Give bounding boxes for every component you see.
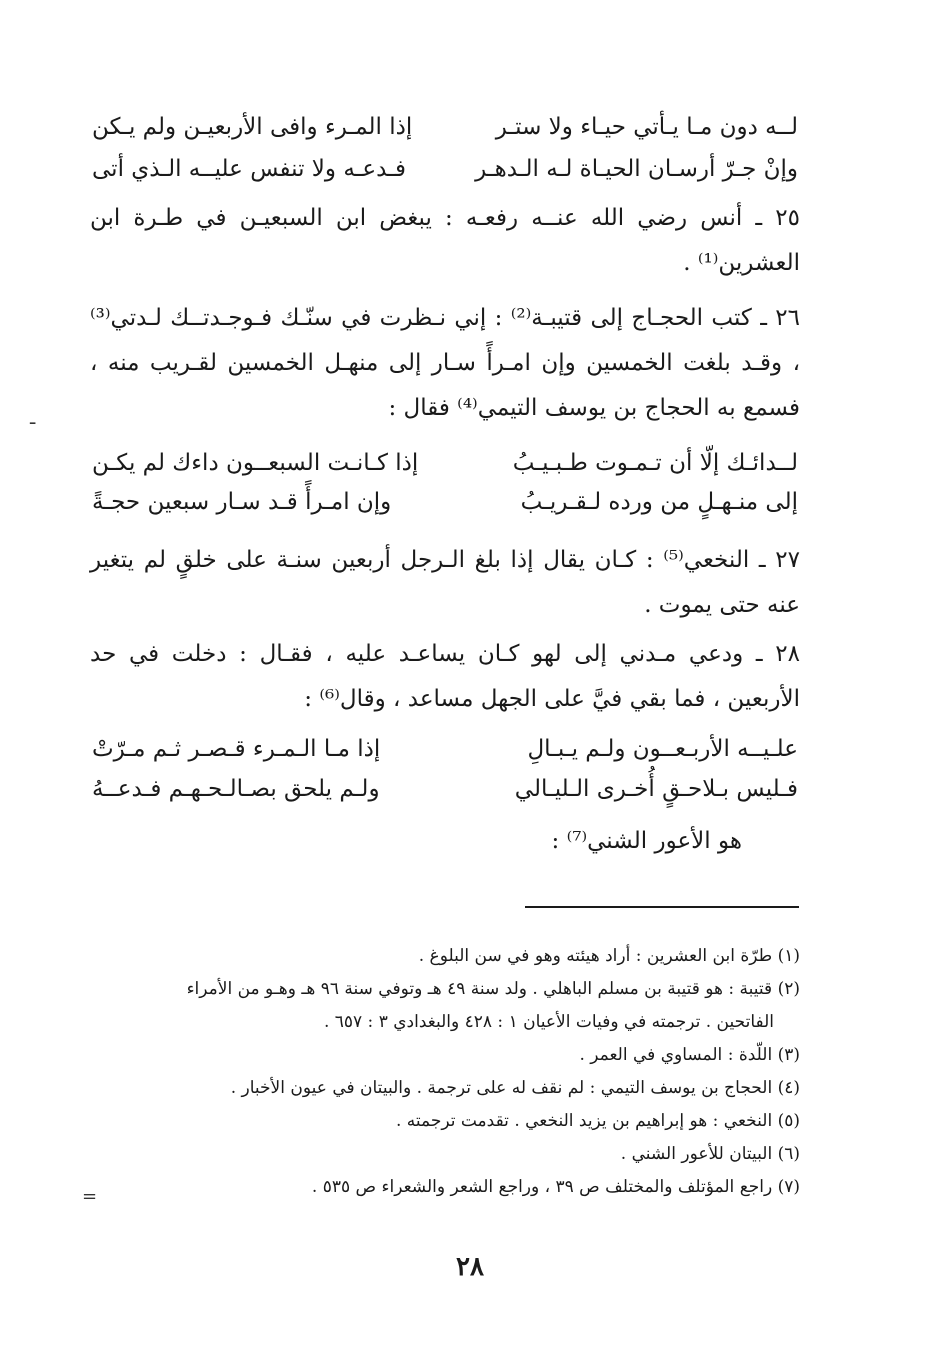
page-number: ٢٨ [456,1252,484,1282]
footnotes [88,940,800,1204]
footnote-item: (١) طرّة ابن العشرين : أراد هيئته وهو في سن البلوغ . [418,946,800,966]
verse-first-hemistich: وإن امـرأً قـد سـار سبعين حجـةً [92,489,392,515]
verse-first-hemistich: إذا كـانـت السبعــون داءك لم يكـن [92,450,419,476]
verse-first-hemistich: ولـم يلحق بصـالـحـهـم فـدعــهُ [92,776,380,802]
verse-line [92,452,798,475]
entry-25: ٢٥ ـ أنس رضي الله عنــه رفعـه : يبغض ابن السبعيـن في طـرة ابن العشرين⁽¹⁾ . [90,205,800,276]
verse-second-hemistich: وإنْ جـرّ أرسـان الحيـاة لـه الـدهـر [475,156,798,182]
verse-line [92,738,798,761]
verse-line [92,116,798,139]
verse-second-hemistich: إلى منـهـلٍ من ورده لـقـريـبُ [520,489,798,515]
verse-line [92,158,798,181]
footnote-item: (٥) النخعي : هو إبراهيم بن يزيد النخعي . تقدمت ترجمته . [395,1111,800,1131]
entry-28: ٢٨ ـ ودعي مـدني إلى لهو كـان يساعـد عليه ، فقـال : دخلت في حد الأربعين ، فما بقي فيَّ على الجهل مساعد ، وقال⁽⁶⁾ : [90,641,800,712]
margin-mark-dash: ـ [30,408,36,429]
footnote-item: (٤) الحجاج بن يوسف التيمي : لم نقف له على ترجمة . والبيتان في عيون الأخبار . [230,1078,800,1098]
verse-second-hemistich: لــدائـك إلّا أن تـمـوت طـبـيـبُ [512,450,798,476]
verse-first-hemistich: إذا المـرء وافى الأربعيـن ولم يـكن [92,114,413,140]
verse-first-hemistich: فـدعـه ولا تنفس عليــه الـذي أتى [92,156,406,182]
entry-27: ٢٧ ـ النخعي⁽⁵⁾ : كـان يقال إذا بلغ الـرجل أربعين سنـة على خلقٍ لم يتغير عنه حتى يموت . [90,547,800,618]
verse-first-hemistich: إذا مـا الـمـرء قـصـر ثـم مـرّتْ [92,736,381,762]
footnote-item: (٦) البيتان للأعور الشني . [620,1144,800,1164]
footnote-item: (٧) راجع المؤتلف والمختلف ص ٣٩ ، وراجع الشعر والشعراء ص ٥٣٥ . [311,1177,800,1197]
verse-second-hemistich: علـيــه الأربـعــون ولـم يـبـالِ [527,736,798,762]
footnote-item: (٣) اللّدة : المساوي في العمر . [579,1045,800,1065]
verse-second-hemistich: فـليس بـلاحـقٍ أُخـرى الـليـالي [514,776,798,802]
verse-line [92,491,798,514]
entry-26: ٢٦ ـ كتب الحجـاج إلى قتيبـة⁽²⁾ : إني نـظرت في سنّـك فـوجـدتــك لـدتي⁽³⁾ ، وقـد بلغت الخمسين وإن امـرأً سـار إلى منهـل الخمسين لقـريب منه ، فسمع به الحجاج بن يوسف التيمي⁽⁴⁾ فقال : [90,305,800,421]
footnote-item: (٢) قتيبة : هو قتيبة بن مسلم الباهلي . ولد سنة ٤٩ هـ وتوفي سنة ٩٦ هـ وهـو من الأمراء [186,979,800,999]
margin-mark-equals: = [82,1186,98,1207]
verse-second-hemistich: لــه دون مـا يـأتي حيـاء ولا ستـر [495,114,798,140]
footnote-item-continuation: الفاتحين . ترجمته في وفيات الأعيان ١ : ٤٢٨ والبغدادي ٣ : ٦٥٧ . [323,1012,774,1032]
verse-line [92,778,798,801]
attribution-heading: هو الأعور الشني⁽⁷⁾ : [551,828,742,854]
footnote-separator [525,906,799,908]
